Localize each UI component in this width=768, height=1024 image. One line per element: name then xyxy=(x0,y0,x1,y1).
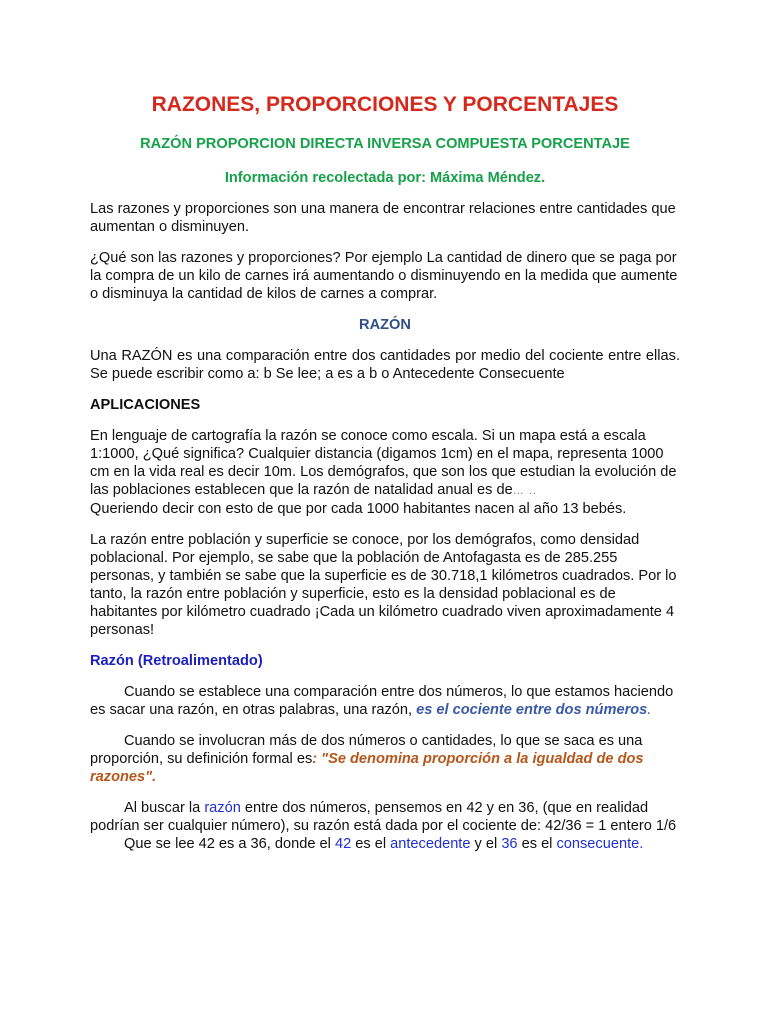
retro-p4-text-4: es el xyxy=(517,836,557,852)
razon-definition: Una RAZÓN es una comparación entre dos cantidades por medio del cociente entre ellas. Se puede escribir como a: b Se lee; a es a b o Antecedente Consecuente xyxy=(90,348,680,382)
retro-paragraph-3 xyxy=(90,799,680,835)
aplicaciones-paragraph-2: La razón entre población y superficie se conoce, por los demógrafos, como densidad poblacional. Por ejemplo, se sabe que la población de Antofagasta es de 285.255 personas, y también se sabe que la superficie es de 30.718,1 kilómetros cuadrados. Por lo tanto, la razón entre población y superficie, esto es la densidad poblacional es de habitantes por kilómetro cuadrado ¡Cada un kilómetro cuadrado viven aproximadamente 4 personas! xyxy=(90,532,677,638)
intro-paragraph: Las razones y proporciones son una manera de encontrar relaciones entre cantidades que aumentan o disminuyen. xyxy=(90,201,676,235)
retro-p4-text: Que se lee 42 es a 36, donde el xyxy=(124,836,335,852)
cociente-emphasis: es el cociente entre dos números xyxy=(416,702,648,718)
aplicaciones-p1-text-2: Queriendo decir con esto de que por cada 1000 habitantes nacen al año 13 bebés. xyxy=(90,501,627,517)
question-paragraph: ¿Qué son las razones y proporciones? Por ejemplo La cantidad de dinero que se paga por la compra de un kilo de carnes irá aumentando o disminuyendo en la medida que aumente o disminuya la cantidad de kilos de carnes a comprar. xyxy=(90,250,678,302)
retro-heading: Razón (Retroalimentado) xyxy=(90,653,263,669)
aplicaciones-p1-text: En lenguaje de cartografía la razón se conoce como escala. Si un mapa está a escala 1:1000, ¿Qué significa? Cualquier distancia (digamos 1cm) en el mapa, representa 1000 cm en la vida real es decir 10m. Los demógrafos, que son los que estudian la evolución de las poblaciones establecen que la razón de natalidad anual es de xyxy=(90,428,677,498)
razon-heading: RAZÓN xyxy=(359,317,411,333)
aplicaciones-paragraph-1 xyxy=(90,427,680,518)
retro-paragraph-4 xyxy=(90,835,680,853)
page-subtitle: RAZÓN PROPORCION DIRECTA INVERSA COMPUESTA PORCENTAJE xyxy=(140,136,630,152)
ellipsis-dots: … .. xyxy=(512,485,537,497)
proporcion-definition-emphasis: : "Se denomina proporción a la igualdad de dos razones". xyxy=(90,751,644,785)
author-byline: Información recolectada por: Máxima Méndez. xyxy=(224,170,546,186)
retro-p2-text: Cuando se involucran más de dos números o cantidades, lo que se saca es una proporción, su definición formal es xyxy=(90,733,643,767)
razon-keyword: razón xyxy=(204,800,241,816)
retro-p1-text: Cuando se establece una comparación entre dos números, lo que estamos haciendo es sacar una razón, en otras palabras, una razón, xyxy=(90,684,674,718)
aplicaciones-heading: APLICACIONES xyxy=(90,397,201,413)
retro-paragraph-2 xyxy=(90,732,680,786)
page-title: RAZONES, PROPORCIONES Y PORCENTAJES xyxy=(151,93,619,116)
retro-p4-text-3: y el xyxy=(470,836,502,852)
retro-p4-text-2: es el xyxy=(351,836,391,852)
antecedente-keyword: antecedente xyxy=(390,836,471,852)
retro-p1-period: . xyxy=(647,702,652,718)
retro-p3-text: Al buscar la xyxy=(124,800,205,816)
number-42: 42 xyxy=(334,836,352,852)
retro-p3-text-2: entre dos números, pensemos en 42 y en 36, (que en realidad podrían ser cualquier número), su razón está dada por el cociente de: 42/36 = 1 entero 1/6 xyxy=(90,800,677,834)
retro-paragraph-1 xyxy=(90,683,680,719)
consecuente-keyword: consecuente. xyxy=(556,836,644,852)
number-36: 36 xyxy=(501,836,518,852)
